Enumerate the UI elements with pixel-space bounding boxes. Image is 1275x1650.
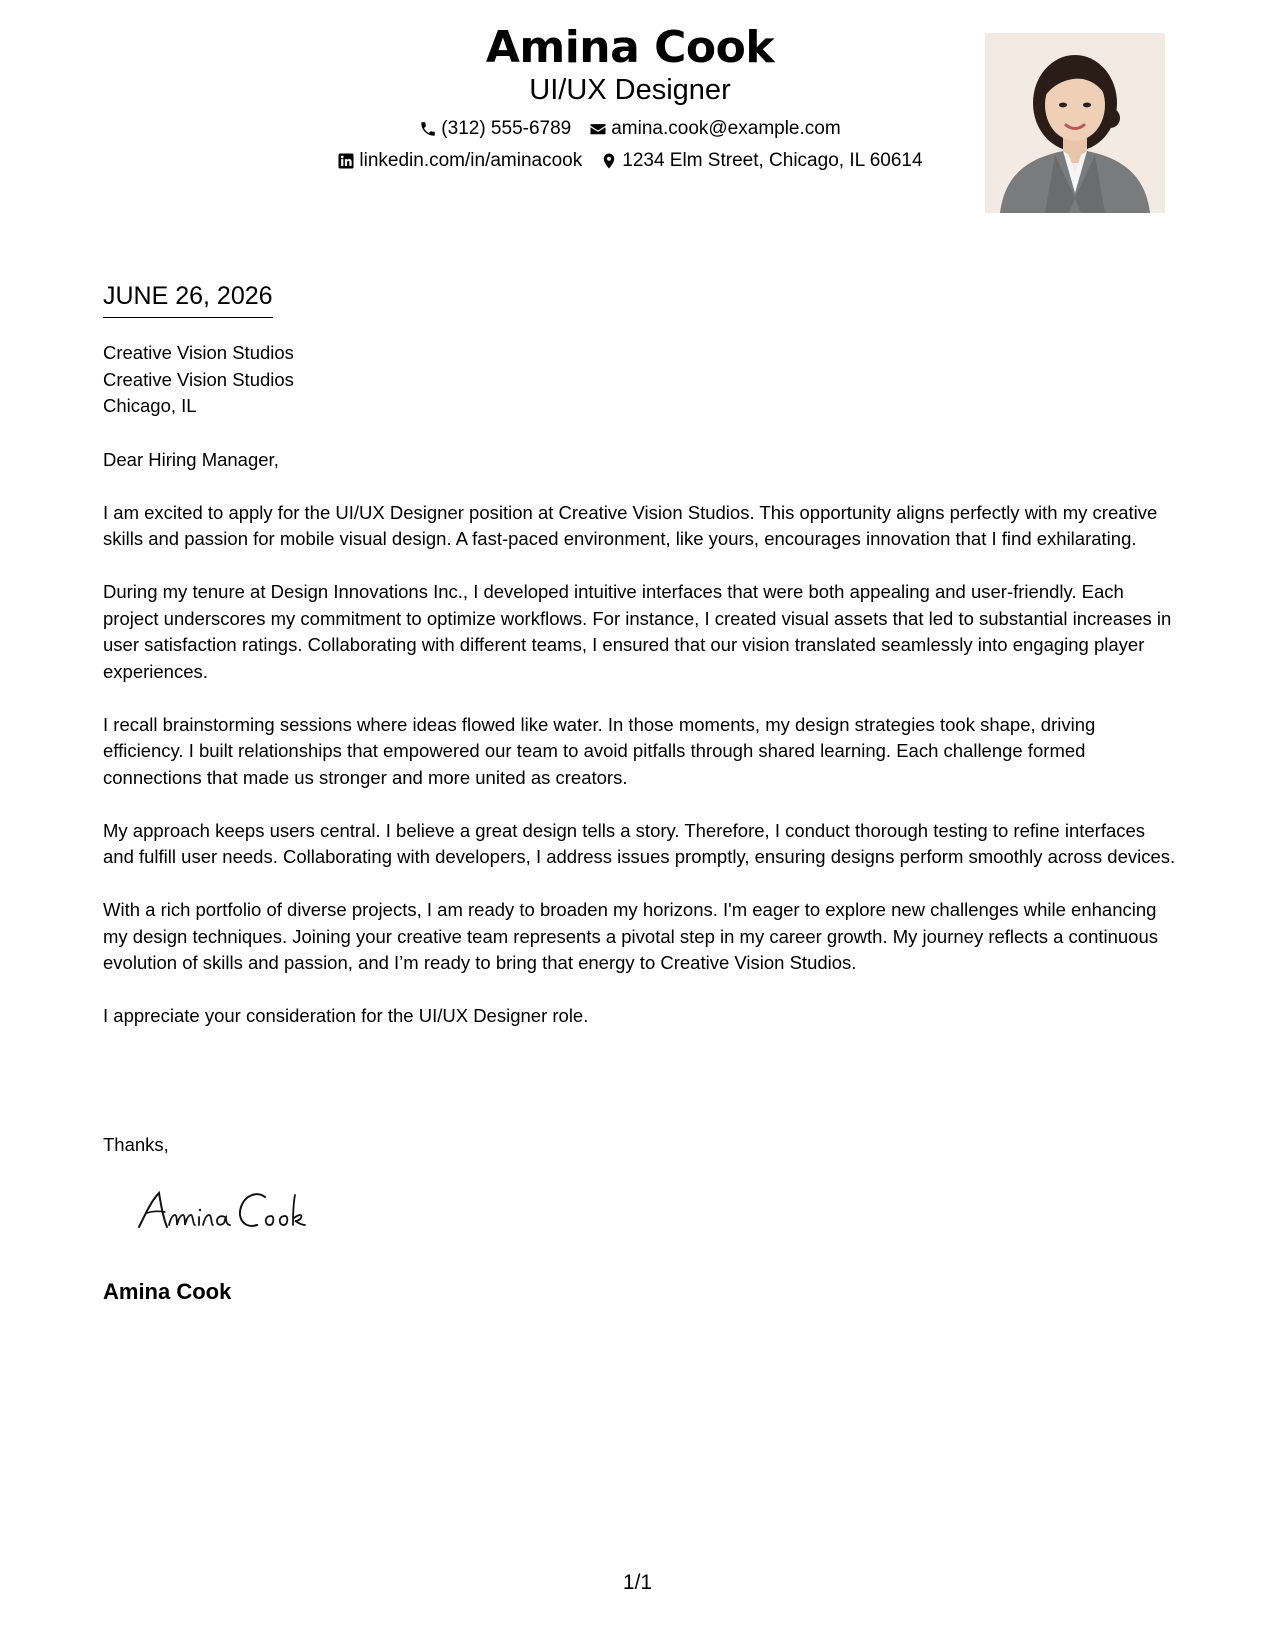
body-paragraph: I am excited to apply for the UI/UX Designer position at Creative Vision Studios. This opportunity aligns perfectly with my creative skills and passion for mobile visual design. A fast-paced environment, like yours, encourages innovation that I find exhilarating. xyxy=(103,501,1158,549)
closing-text: Thanks, xyxy=(103,1134,169,1155)
applicant-name: Amina Cook xyxy=(485,22,775,73)
letter-header xyxy=(300,22,960,173)
body-paragraph: I appreciate your consideration for the UI/UX Designer role. xyxy=(103,1005,589,1026)
applicant-title: UI/UX Designer xyxy=(529,74,731,106)
profile-photo xyxy=(985,33,1165,213)
phone-text: (312) 555-6789 xyxy=(441,118,572,139)
handwritten-signature xyxy=(133,1185,343,1235)
portrait-illustration xyxy=(985,33,1165,213)
linkedin-icon xyxy=(337,152,355,170)
body-paragraph: My approach keeps users central. I believe a great design tells a story. Therefore, I conduct thorough testing to refine interfaces and fulfill user needs. Collaborating with developers, I address issues promptly, ensuring designs perform smoothly across devices. xyxy=(103,819,1176,867)
address-contact xyxy=(600,149,922,173)
letter-date: JUNE 26, 2026 xyxy=(103,280,273,318)
recipient-block xyxy=(103,340,294,420)
address-text: 1234 Elm Street, Chicago, IL 60614 xyxy=(622,150,923,171)
signer-name: Amina Cook xyxy=(103,1279,232,1304)
body-paragraph: During my tenure at Design Innovations Inc., I developed intuitive interfaces that were both appealing and user-friendly. Each project underscores my commitment to optimize workflows. For instance, I created visual assets that led to substantial increases in user satisfaction ratings. Collaborating with different teams, I ensured that our vision translated seamlessly into engaging player experiences. xyxy=(103,581,1172,682)
linkedin-contact[interactable] xyxy=(337,149,582,173)
email-contact[interactable] xyxy=(589,117,840,141)
envelope-icon xyxy=(589,120,607,138)
recipient-line: Creative Vision Studios xyxy=(103,368,294,390)
contact-row-2 xyxy=(300,149,960,173)
contact-row-1 xyxy=(300,117,960,141)
recipient-line: Creative Vision Studios xyxy=(103,342,294,363)
body-paragraph: I recall brainstorming sessions where ideas flowed like water. In those moments, my design strategies took shape, driving efficiency. I built relationships that empowered our team to avoid pitfalls through shared learning. Each challenge formed connections that made us stronger and more united as creators. xyxy=(103,713,1096,788)
phone-icon xyxy=(419,120,437,138)
page-number: 1/1 xyxy=(622,1571,653,1594)
greeting: Dear Hiring Manager, xyxy=(103,449,279,470)
map-pin-icon xyxy=(600,152,618,170)
recipient-line: Chicago, IL xyxy=(103,395,197,416)
phone-contact[interactable] xyxy=(419,117,571,141)
email-text: amina.cook@example.com xyxy=(611,118,841,139)
body-paragraph: With a rich portfolio of diverse projects, I am ready to broaden my horizons. I'm eager to explore new challenges while enhancing my design techniques. Joining your creative team represents a pivotal step in my career growth. My journey reflects a continuous evolution of skills and passion, and I’m ready to bring that energy to Creative Vision Studios. xyxy=(103,899,1159,973)
letter-body xyxy=(103,447,1178,1056)
linkedin-text: linkedin.com/in/aminacook xyxy=(359,150,583,171)
